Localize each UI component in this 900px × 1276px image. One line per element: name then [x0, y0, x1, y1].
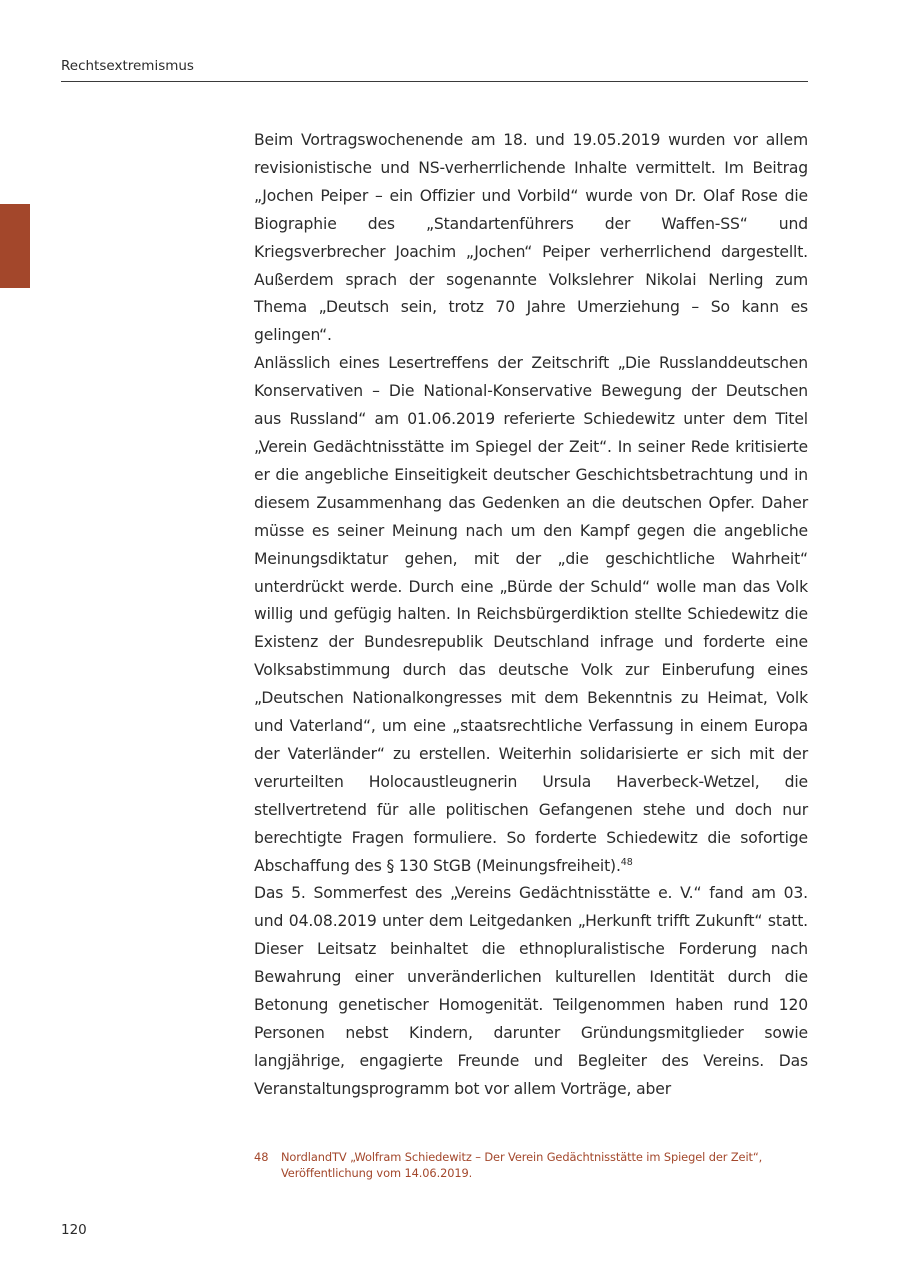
- footnote-number: 48: [254, 1150, 269, 1164]
- footnote-reference: 48: [620, 856, 633, 868]
- paragraph-vortragswochenende: Beim Vortragswochenende am 18. und 19.05.2019 wurden vor allem revisionistische und NS-verherrlichende Inhalte vermittelt. Im Beitrag „Jochen Peiper – ein Offizier und Vorbild“ wurde von Dr. Olaf Rose die Biographie des „Standartenführers der Waffen-SS“ und Kriegsverbrecher Joachim „Jochen“ Peiper verherrlichend dargestellt. Außerdem sprach der sogenannte Volkslehrer Nikolai Nerling zum Thema „Deutsch sein, trotz 70 Jahre Umerziehung – So kann es gelingen“.: [254, 131, 808, 345]
- running-head-title: Rechtsextremismus: [61, 58, 194, 74]
- paragraph-lesertreffen-text: Anlässlich eines Lesertreffens der Zeitschrift „Die Russlanddeutschen Konservativen – Die National-Konservative Bewegung der Deutschen aus Russland“ am 01.06.2019 referierte Schiedewitz unter dem Titel „Verein Gedächtnisstätte im Spiegel der Zeit“. In seiner Rede kritisierte er die angebliche Einseitigkeit deutscher Geschichtsbetrachtung und in diesem Zusammenhang das Gedenken an die deutschen Opfer. Daher müsse es seiner Meinung nach um den Kampf gegen die angebliche Meinungsdiktatur gehen, mit der „die geschichtliche Wahrheit“ unterdrückt werde. Durch eine „Bürde der Schuld“ wolle man das Volk willig und gefügig halten. In Reichsbürgerdiktion stellte Schiedewitz die Existenz der Bundesrepublik Deutschland infrage und forderte eine Volksabstimmung durch das deutsche Volk zur Einberufung eines „Deutschen Nationalkongresses mit dem Bekenntnis zu Heimat, Volk und Vaterland“, um eine „staatsrechtliche Verfassung in einem Europa der Vaterländer“ zu erstellen. Weiterhin solidarisierte er sich mit der verurteilten Holocaustleugnerin Ursula Haverbeck-Wetzel, die stellvertretend für alle politischen Gefangenen stehe und doch nur berechtigte Fragen formuliere. So forderte Schiedewitz die sofortige Abschaffung des § 130 StGB (Meinungsfreiheit).: [254, 354, 808, 875]
- paragraph-sommerfest: Das 5. Sommerfest des „Vereins Gedächtnisstätte e. V.“ fand am 03. und 04.08.2019 unter dem Leitgedanken „Herkunft trifft Zukunft“ statt. Dieser Leitsatz beinhaltet die ethnopluralistische Forderung nach Bewahrung einer unveränderlichen kulturellen Identität durch die Betonung genetischer Homogenität. Teilgenommen haben rund 120 Personen nebst Kindern, darunter Gründungsmitglieder sowie langjährige, engagierte Freunde und Begleiter des Vereins. Das Veranstaltungsprogramm bot vor allem Vorträge, aber: [254, 884, 808, 1098]
- page-number: 120: [61, 1222, 87, 1238]
- footnote-text: NordlandTV „Wolfram Schiedewitz – Der Verein Gedächtnisstätte im Spiegel der Zeit“, Veröffentlichung vom 14.06.2019.: [281, 1150, 763, 1180]
- chapter-side-tab: [0, 204, 30, 288]
- header-divider: [61, 81, 808, 82]
- footnote: [254, 1150, 814, 1181]
- paragraph-lesertreffen: [254, 350, 808, 880]
- main-text-column: [254, 127, 808, 1104]
